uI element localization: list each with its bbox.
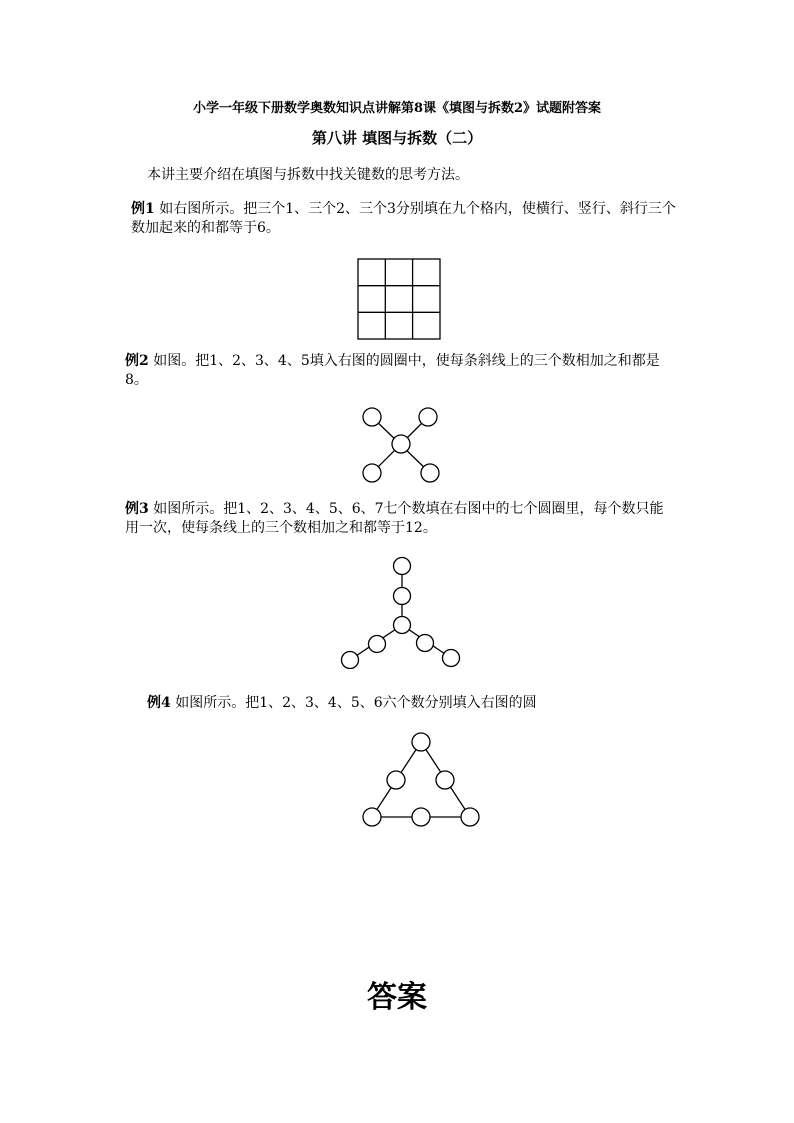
lesson-title: 第八讲 填图与拆数（二） xyxy=(311,129,483,147)
circle-node xyxy=(387,771,405,789)
circle-node xyxy=(419,408,437,426)
example-4-label: 例4 xyxy=(147,695,171,711)
circle-node xyxy=(394,558,411,575)
example-3-text: 如图所示。把1、2、3、4、5、6、7七个数填在右图中的七个圆圈里，每个数只能用一次，使每条线上的三个数相加之和都等于12。 xyxy=(125,501,664,536)
circle-node xyxy=(417,635,434,652)
document-title: 小学一年级下册数学奥数知识点讲解第8课《填图与拆数2》试题附答案 xyxy=(192,101,602,116)
example-4 xyxy=(147,694,692,713)
circle-node xyxy=(363,408,381,426)
circle-node xyxy=(342,652,359,669)
circle-node xyxy=(394,617,411,634)
circle-node xyxy=(394,588,411,605)
circle-node xyxy=(369,636,386,653)
triangle-diagram xyxy=(355,725,485,835)
example-3-label: 例3 xyxy=(125,501,149,517)
grid-border xyxy=(358,259,440,339)
circle-node xyxy=(412,733,430,751)
example-2 xyxy=(125,352,670,390)
example-1 xyxy=(131,200,676,238)
example-1-text: 如右图所示。把三个1、三个2、三个3分别填在九个格内，使横行、竖行、斜行三个数加起来的和都等于6。 xyxy=(131,201,676,236)
circle-node xyxy=(443,650,460,667)
example-3 xyxy=(125,500,670,538)
example-4-text: 如图所示。把1、2、3、4、5、6六个数分别填入右图的圆 xyxy=(175,695,537,711)
intro-text: 本讲主要介绍在填图与拆数中找关键数的思考方法。 xyxy=(147,167,469,183)
circle-node xyxy=(392,435,410,453)
circle-node xyxy=(363,808,381,826)
circle-node xyxy=(436,771,454,789)
answer-heading: 答案 xyxy=(367,980,427,1015)
example-1-label: 例1 xyxy=(131,201,155,217)
circle-node xyxy=(412,808,430,826)
y-diagram xyxy=(335,553,465,673)
x-diagram xyxy=(355,402,445,488)
example-2-label: 例2 xyxy=(125,353,149,369)
circle-node xyxy=(421,464,439,482)
circle-node xyxy=(363,464,381,482)
example-2-text: 如图。把1、2、3、4、5填入右图的圆圈中，使每条斜线上的三个数相加之和都是8。 xyxy=(125,353,660,388)
circle-node xyxy=(461,808,479,826)
grid-diagram xyxy=(356,256,446,342)
